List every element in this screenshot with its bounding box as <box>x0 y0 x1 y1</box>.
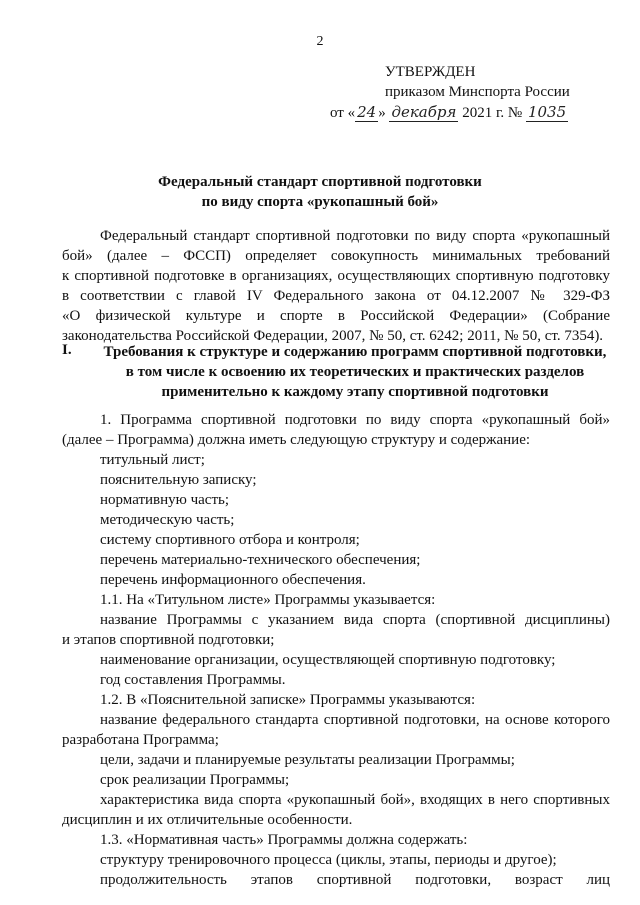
section-title-line: Требования к структуре и содержанию программ спортивной подготовки, <box>103 344 607 360</box>
p12-item-a-line-2: разработана Программа; <box>62 732 219 748</box>
title-line-2: по виду спорта «рукопашный бой» <box>201 194 439 210</box>
intro-line-3: к спортивной подготовке в организациях, осуществляющих спортивную подготовку <box>62 268 610 284</box>
list-item: перечень информационного обеспечения. <box>100 572 366 588</box>
approval-order-label: приказом Минспорта России <box>385 84 570 100</box>
p11-item-b: наименование организации, осуществляющей спортивную подготовку; <box>100 652 556 668</box>
p13-item-b: продолжительность этапов спортивной подготовки, возраст лиц <box>100 872 610 888</box>
p12-item-a-line-1: название федерального стандарта спортивной подготовки, на основе которого <box>100 712 610 728</box>
p1-line-1: 1. Программа спортивной подготовки по виду спорта «рукопашный бой» <box>100 412 610 428</box>
intro-line-5: «О физической культуре и спорте в Российской Федерации» (Собрание <box>62 308 610 324</box>
p12-item-b: цели, задачи и планируемые результаты реализации Программы; <box>100 752 515 768</box>
document-title <box>0 172 640 212</box>
section-title-line: в том числе к освоению их теоретических и практических разделов <box>125 364 585 380</box>
approval-stamp-heading: УТВЕРЖДЕН <box>385 64 476 80</box>
p12-item-d-line-2: дисциплин и их отличительные особенности. <box>62 812 353 828</box>
p12-heading: 1.2. В «Пояснительной записке» Программы указываются: <box>100 692 476 708</box>
date-mid: » <box>378 105 390 121</box>
p12-item-d-line-1: характеристика вида спорта «рукопашный бой», входящих в него спортивных <box>100 792 610 808</box>
date-prefix: от « <box>330 105 356 121</box>
list-item: перечень материально-технического обеспечения; <box>100 552 421 568</box>
list-item: пояснительную записку; <box>100 472 257 488</box>
list-item: систему спортивного отбора и контроля; <box>100 532 360 548</box>
p12-item-c: срок реализации Программы; <box>100 772 290 788</box>
intro-line-1: Федеральный стандарт спортивной подготовки по виду спорта «рукопашный <box>100 228 610 244</box>
p11-item-a-line-1: название Программы с указанием вида спорта (спортивной дисциплины) <box>100 612 610 628</box>
page-number: 2 <box>316 34 324 49</box>
title-line-1: Федеральный стандарт спортивной подготовки <box>158 174 482 190</box>
p1-line-2: (далее – Программа) должна иметь следующую структуру и содержание: <box>62 432 531 448</box>
intro-line-4: в соответствии с главой IV Федерального закона от 04.12.2007 № 329-ФЗ <box>62 288 610 304</box>
handwritten-order-number: 1035 <box>527 103 567 121</box>
date-year: 2021 г. № <box>458 105 526 121</box>
p11-item-a-line-2: и этапов спортивной подготовки; <box>62 632 275 648</box>
section-title <box>100 342 610 402</box>
handwritten-day: 24 <box>357 103 377 121</box>
section-number: I. <box>62 342 72 358</box>
handwritten-month: декабря <box>391 103 457 121</box>
approval-date-line <box>330 102 568 123</box>
intro-line-6: законодательства Российской Федерации, 2007, № 50, ст. 6242; 2011, № 50, ст. 7354). <box>62 328 604 344</box>
list-item: титульный лист; <box>100 452 205 468</box>
list-item: нормативную часть; <box>100 492 230 508</box>
p13-item-a: структуру тренировочного процесса (циклы, этапы, периоды и другое); <box>100 852 557 868</box>
section-title-line: применительно к каждому этапу спортивной подготовки <box>161 384 549 400</box>
p11-item-c: год составления Программы. <box>100 672 286 688</box>
list-item: методическую часть; <box>100 512 235 528</box>
p11-heading: 1.1. На «Титульном листе» Программы указывается: <box>100 592 436 608</box>
p13-heading: 1.3. «Нормативная часть» Программы должна содержать: <box>100 832 468 848</box>
intro-line-2: бой» (далее – ФССП) определяет совокупность минимальных требований <box>62 248 610 264</box>
